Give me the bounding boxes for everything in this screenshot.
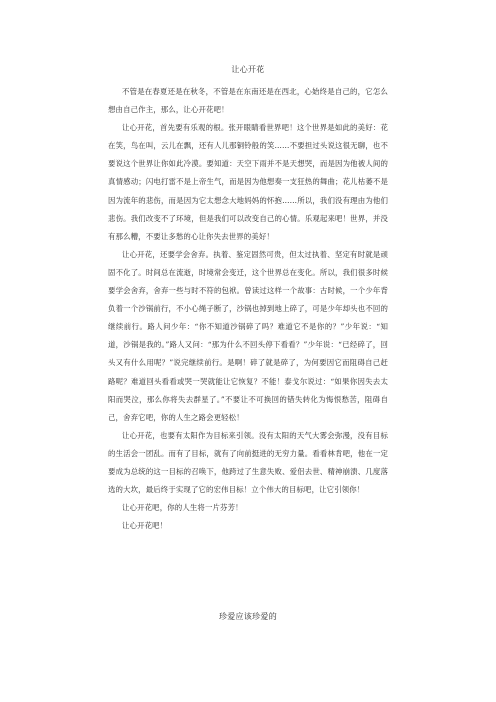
- essay-title: 让心开花: [231, 65, 265, 74]
- paragraph-5: 让心开花吧，你的人生将一片芬芳！: [122, 503, 243, 513]
- next-essay-title: 珍爱应该珍爱的: [218, 612, 278, 621]
- paragraph-1: 不管是在春夏还是在秋冬，不管是在东南还是在西北，心始终是自己的，它怎么想由自己作主，那么，让心开花吧！: [108, 87, 388, 115]
- paragraph-2: 让心开花，首先要有乐观的根。张开眼睛看世界吧！这个世界是如此的美好：花在笑，鸟在叫，云儿在飘，还有人儿那铜铃般的笑……不要担过头说这很无聊，也不要说这个世界让你如此冷漠。要知道：天空下雨并不是天想哭，而是因为他被人间的真情感动；闪电打雷不是上帝生气，而是因为他想奏一支狂热的舞曲；花儿枯萎不是因为流年的悲伤，而是因为它太想念大地妈妈的怀抱……所以，我们没有理由为他们悲伤。我们改变不了环境，但是我们可以改变自己的心情。乐观起来吧！世界，并没有那么糟，不要让多愁的心让你失去世界的美好！: [108, 123, 388, 241]
- paragraph-6: 让心开花吧！: [122, 521, 168, 531]
- paragraph-3: 让心开花，还要学会舍弃。执着、鉴定固然可贵，但太过执着、坚定有时就是顽固不化了。时间总在流逝，时境常会变迁，这个世界总在变化。所以，我们很多时候要学会舍弃，舍弃一些与时不符的包袱。曾读过这样一个故事：古时候，一个少年背负着一个沙锅前行，不小心绳子断了，沙锅也掉到地上碎了，可是少年却头也不回的继续前行。路人问少年：“你不知道沙锅碎了吗？难道它不是你的？”少年说：“知道，沙锅是我的。”路人又问：“那为什么不回头停下看看？”少年说：“已经碎了，回头又有什么用呢？”说完继续前行。是啊！碎了就是碎了，为何要因它而阻碍自己赶路呢？难道回头看看或哭一哭就能让它恢复？不能！泰戈尔说过：“如果你因失去太阳而哭泣，那么你将失去群星了。”不要让不可换回的错失转化为悔恨愁苦，阻碍自己，舍弃它吧，你的人生之路会更轻松！: [108, 249, 388, 422]
- essay-body: [108, 83, 388, 535]
- paragraph-4: 让心开花，也要有太阳作为目标来引领。没有太阳的天气大雾会弥漫，没有目标的生活会一团乱。而有了目标，就有了向前挺进的无穷力量。看看林肯吧，他在一定要成为总统的这一目标的召唤下，他跨过了生意失败、爱侣去世、精神崩溃、几度落选的大坎，最后终于实现了它的宏伟目标！立个伟大的目标吧，让它引领你！: [108, 430, 388, 495]
